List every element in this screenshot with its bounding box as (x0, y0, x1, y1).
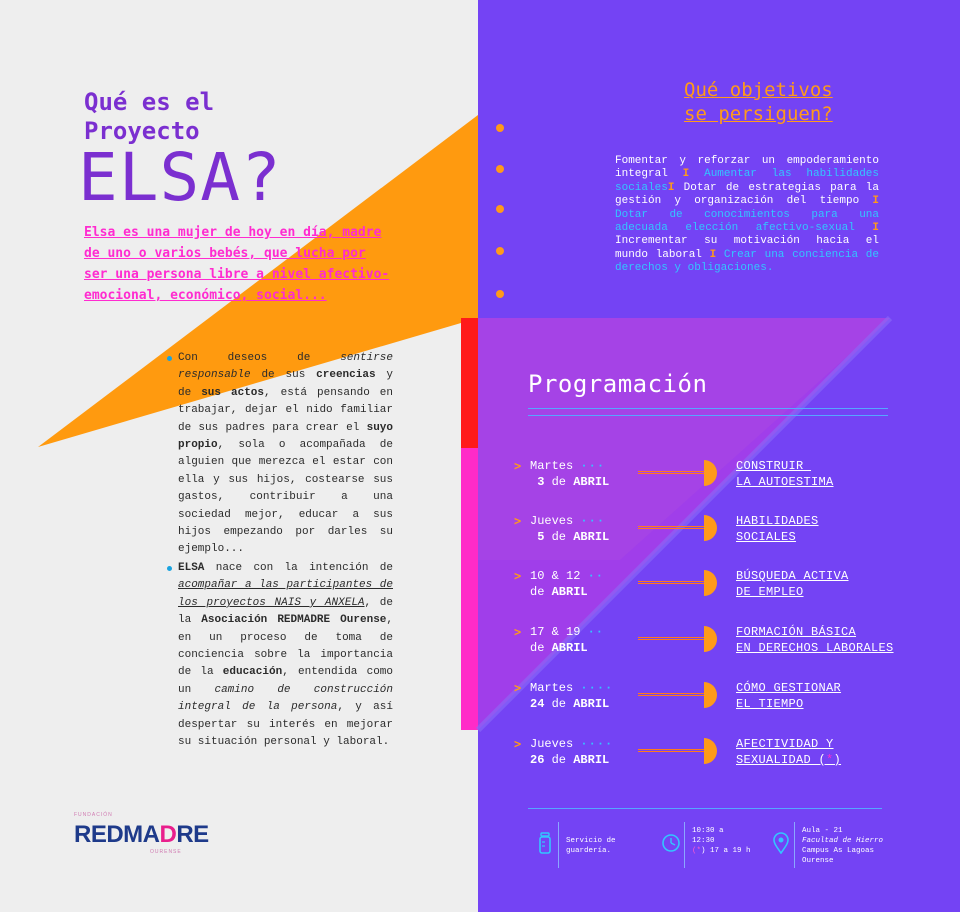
connector-line (638, 581, 704, 584)
chevron-right-icon: > (514, 459, 522, 473)
program-title: Programación (528, 370, 708, 398)
half-circle-marker (704, 738, 717, 764)
session-date: Jueves ··· 5 de ABRIL (530, 514, 610, 544)
footer-childcare (536, 822, 646, 868)
connector-line (638, 637, 704, 640)
magenta-bar (461, 448, 478, 730)
half-circle-marker (704, 460, 717, 486)
baby-bottle-icon (536, 832, 554, 854)
paragraph-1: Con deseos de sentirse responsable de sus creencias y de sus actos, está pensando en trabajar, dejar el nido familiar de sus padres para crear el suyo propio, sola o acompañada de alguien que merezca el estar con ella y sus hijos, costearse sus gastos, contribuir a una sociedad mejor, educar a sus hijos empezando por darles su ejemplo... (178, 352, 393, 556)
orange-dot (496, 124, 504, 132)
program-row (514, 736, 934, 776)
chevron-right-icon: > (514, 625, 522, 639)
session-date: Martes ··· 3 de ABRIL (530, 459, 610, 489)
half-circle-marker (704, 626, 717, 652)
program-row (514, 513, 934, 553)
location-pin-icon (772, 832, 790, 854)
logo-top-text: FUNDACIÓN (74, 812, 113, 818)
footer-separator (684, 822, 685, 868)
redmadre-logo (74, 812, 234, 862)
session-topic: FORMACIÓN BÁSICA EN DERECHOS LABORALES (736, 625, 894, 655)
half-circle-marker (704, 570, 717, 596)
session-topic: BÚSQUEDA ACTIVA DE EMPLEO (736, 569, 849, 599)
orange-dot (496, 205, 504, 213)
time-text: 10:30 a 12:30 (*) 17 a 19 h (692, 827, 751, 855)
connector-line (638, 693, 704, 696)
objectives-title: Qué objetivos se persiguen? (684, 79, 833, 125)
session-date: 10 & 12 ·· de ABRIL (530, 569, 605, 599)
session-topic: HABILIDADES SOCIALES (736, 514, 819, 544)
program-title-underline (528, 408, 888, 416)
footer-divider (528, 808, 882, 809)
red-bar (461, 318, 478, 448)
program-row (514, 680, 934, 720)
session-date: Martes ···· 24 de ABRIL (530, 681, 614, 711)
orange-dot (496, 290, 504, 298)
program-row (514, 568, 934, 608)
program-row (514, 458, 934, 498)
orange-dot (496, 165, 504, 173)
bullet-dot-1 (167, 356, 172, 361)
connector-line (638, 526, 704, 529)
orange-dot (496, 247, 504, 255)
chevron-right-icon: > (514, 569, 522, 583)
objectives-text: Fomentar y reforzar un empoderamiento integral I Aumentar las habilidades socialesI Dotar de estrategias para la gestión y organización del tiempo I Dotar de conocimientos para una adecuada elección afectivo-sexual I Incrementar su motivación hacia el mundo laboral I Crear una conciencia de derechos y obligaciones. (615, 155, 879, 275)
elsa-heading: ELSA? (78, 139, 282, 216)
session-date: Jueves ···· 26 de ABRIL (530, 737, 614, 767)
footer-time (662, 822, 762, 868)
footer-location (772, 822, 902, 868)
connector-line (638, 471, 704, 474)
session-topic: CÓMO GESTIONAR EL TIEMPO (736, 681, 842, 711)
about-title-line1: Qué es el (84, 88, 215, 116)
clock-icon (662, 832, 680, 854)
chevron-right-icon: > (514, 681, 522, 695)
session-topic: AFECTIVIDAD Y SEXUALIDAD (*) (736, 737, 842, 767)
childcare-text: Servicio de guardería. (566, 837, 616, 855)
logo-bottom-text: OURENSE (150, 849, 182, 855)
session-topic: CONSTRUIR LA AUTOESTIMA (736, 459, 834, 489)
paragraph-2: ELSA nace con la intención de acompañar a las participantes de los proyectos NAIS y ANXELA, de la Asociación REDMADRE Ourense, en un proceso de toma de conciencia sobre la importancia de la educación, entendida como un camino de construcción integral de la persona, y así despertar su interés en mejorar su situación personal y laboral. (178, 562, 394, 749)
chevron-right-icon: > (514, 514, 522, 528)
about-title-line2: Proyecto (84, 117, 200, 145)
half-circle-marker (704, 682, 717, 708)
chevron-right-icon: > (514, 737, 522, 751)
location-text: Aula - 21 Facultad de Hierro Campus As Lagoas Ourense (802, 827, 884, 865)
footer-separator (558, 822, 559, 868)
half-circle-marker (704, 515, 717, 541)
program-row (514, 624, 934, 664)
logo-wordmark: REDMADRE (74, 821, 209, 848)
connector-line (638, 749, 704, 752)
bullet-dot-2 (167, 566, 172, 571)
footer-separator (794, 822, 795, 868)
session-date: 17 & 19 ·· de ABRIL (530, 625, 605, 655)
intro-text: Elsa es una mujer de hoy en día, madre de uno o varios bebés, que lucha por ser una persona libre a nivel afectivo-emocional, económico, social... (84, 225, 390, 303)
